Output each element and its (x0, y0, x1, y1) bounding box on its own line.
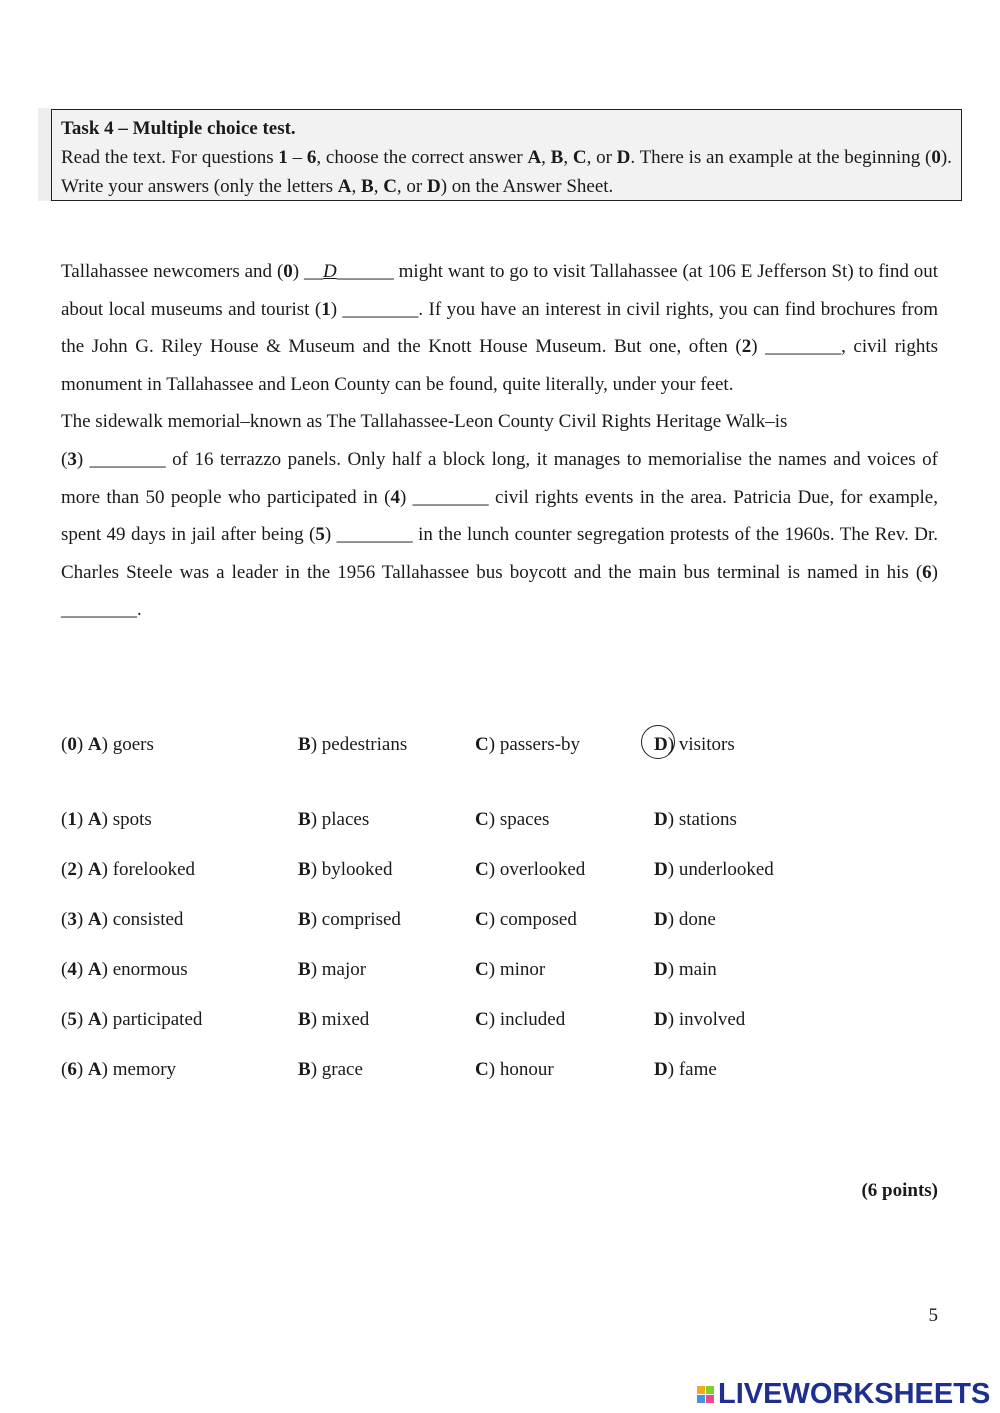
option-0-c: C) passers-by (475, 734, 581, 755)
logo-mark-icon (697, 1386, 714, 1403)
option-0-a: (0) A) goers (61, 734, 154, 755)
option-5-b: B) mixed (298, 1009, 370, 1030)
logo-text: LIVEWORKSHEETS (718, 1377, 991, 1410)
option-5-a: (5) A) participated (61, 1009, 203, 1030)
option-1-c: C) spaces (475, 809, 550, 830)
reading-passage (61, 253, 938, 629)
logo-square-1 (697, 1386, 705, 1394)
option-4-a: (4) A) enormous (61, 959, 188, 980)
option-3-b: B) comprised (298, 909, 401, 930)
option-row-4 (61, 950, 961, 1000)
points-label: (6 points) (861, 1180, 938, 1201)
example-answer: D (323, 261, 337, 282)
option-0-b: B) pedestrians (298, 734, 408, 755)
task-instructions-box (51, 109, 962, 201)
option-row-1 (61, 800, 961, 850)
option-6-d: D) fame (654, 1059, 717, 1080)
passage-paragraph-1: Tallahassee newcomers and (0) __D______ might want to go to visit Tallahassee (at 106 E Jefferson St) to find out about local museums and tourist (1) ________. If you have an interest in civil rights, you can find brochures from the John G. Riley House & Museum and the Knott House Museum. But one, often (2) ________, civil rights monument in Tallahassee and Leon County can be found, quite literally, under your feet. (61, 261, 939, 395)
box-side-shading (38, 108, 52, 201)
option-row-0 (61, 725, 961, 800)
task-title: Task 4 – Multiple choice test. (61, 118, 296, 139)
page-number: 5 (928, 1305, 938, 1326)
logo-square-2 (706, 1386, 714, 1394)
option-3-c: C) composed (475, 909, 577, 930)
option-6-b: B) grace (298, 1059, 363, 1080)
option-1-b: B) places (298, 809, 370, 830)
option-6-c: C) honour (475, 1059, 554, 1080)
option-4-c: C) minor (475, 959, 546, 980)
option-6-a: (6) A) memory (61, 1059, 177, 1080)
option-5-c: C) included (475, 1009, 566, 1030)
answer-options (61, 725, 961, 1100)
option-2-b: B) bylooked (298, 859, 393, 880)
option-row-2 (61, 850, 961, 900)
option-5-d: D) involved (654, 1009, 746, 1030)
option-row-3 (61, 900, 961, 950)
option-row-5 (61, 1000, 961, 1050)
option-1-d: D) stations (654, 809, 737, 830)
option-3-a: (3) A) consisted (61, 909, 184, 930)
option-row-6 (61, 1050, 961, 1100)
liveworksheets-logo (697, 1378, 990, 1410)
option-2-d: D) underlooked (654, 859, 774, 880)
logo-square-4 (706, 1395, 714, 1403)
option-4-b: B) major (298, 959, 367, 980)
option-0-d: D) visitors (654, 734, 735, 755)
option-3-d: D) done (654, 909, 716, 930)
passage-paragraph-2: The sidewalk memorial–known as The Tallahassee-Leon County Civil Rights Heritage Walk–is (3) ________ of 16 terrazzo panels. Only half a block long, it manages to memorialise the names and voices of more than 50 people who participated in (4) ________ civil rights events in the area. Patricia Due, for example, spent 49 days in jail after being (5) ________ in the lunch counter segregation protests of the 1960s. The Rev. Dr. Charles Steele was a leader in the 1956 Tallahassee bus boycott and the main bus terminal is named in his (6) ________. (61, 411, 939, 621)
option-2-a: (2) A) forelooked (61, 859, 196, 880)
option-2-c: C) overlooked (475, 859, 586, 880)
logo-square-3 (697, 1395, 705, 1403)
option-1-a: (1) A) spots (61, 809, 152, 830)
task-instructions: Read the text. For questions 1 – 6, choose the correct answer A, B, C, or D. There is an example at the beginning (0). Write your answers (only the letters A, B, C, or D) on the Answer Sheet. (61, 147, 952, 197)
option-4-d: D) main (654, 959, 717, 980)
